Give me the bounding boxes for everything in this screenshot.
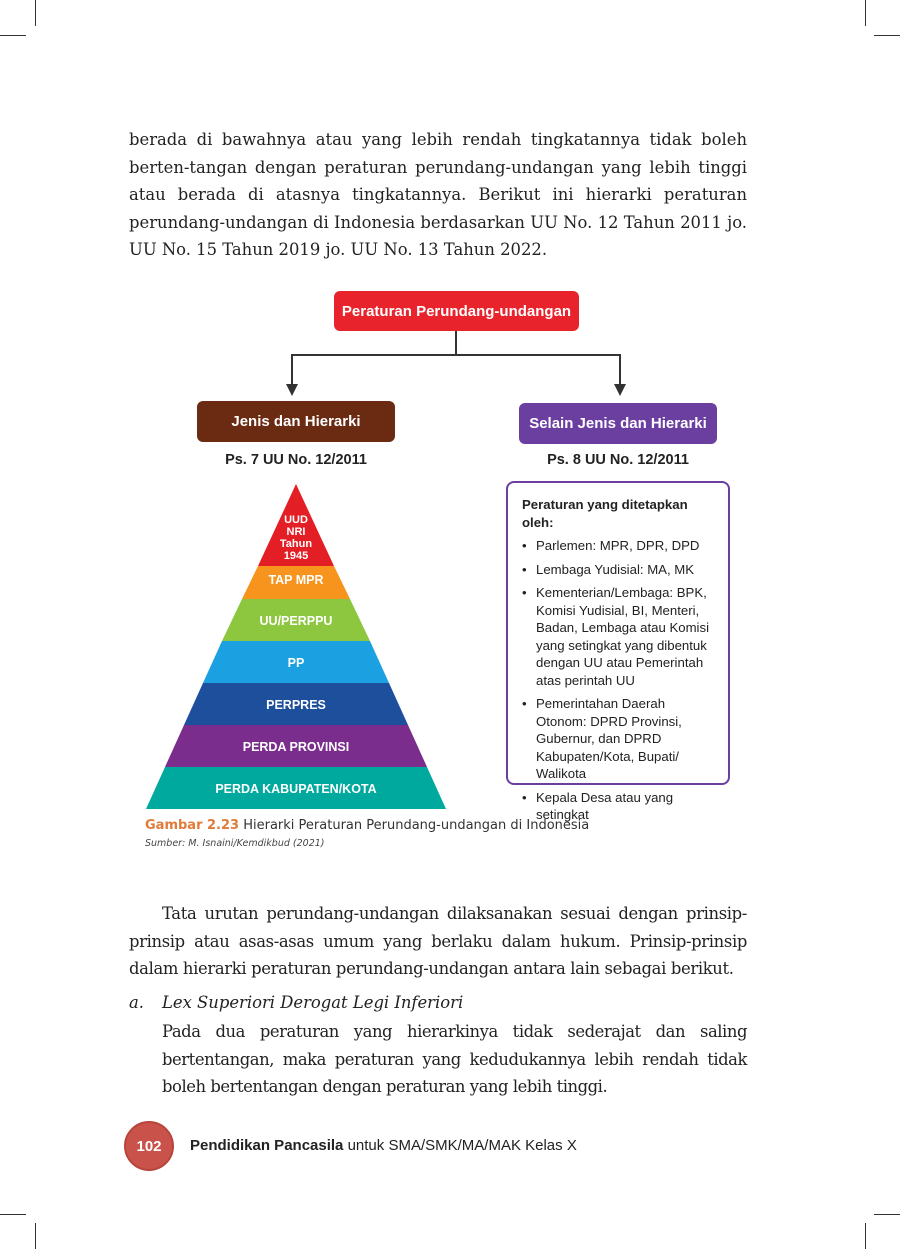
list-item: • Parlemen: MPR, DPR, DPD (522, 537, 718, 555)
pyramid-label-2: TAP MPR (268, 573, 324, 587)
crop-mark (865, 1223, 866, 1249)
crop-mark (0, 1214, 26, 1215)
pyramid-label-4: PP (287, 656, 305, 670)
info-box-title: Peraturan yang ditetapkan oleh: (522, 497, 688, 530)
body-paragraph: Tata urutan perundang-undangan dilaksanakan sesuai dengan prinsip-prinsip atau asas-asas umum yang berlaku dalam hukum. Prinsip-prinsip dalam hierarki peraturan perundang-undangan antara lain sebagai berikut. (129, 904, 747, 978)
list-marker: a. (129, 993, 144, 1012)
pyramid-label-6: PERDA PROVINSI (242, 740, 350, 754)
list-item: • Pemerintahan Daerah Otonom: DPRD Provinsi, Gubernur, dan DPRD Kabupaten/Kota, Bupati/ Walikota (522, 695, 718, 783)
root-box: Peraturan Perundang-undangan (334, 291, 579, 331)
list-item: • Kementerian/Lembaga: BPK, Komisi Yudisial, BI, Menteri, Badan, Lembaga atau Komisi yang setingkat yang dibentuk dengan UU atau Pemerintah atas perintah UU (522, 584, 718, 689)
body-paragraph: berada di bawahnya atau yang lebih rendah tingkatannya tidak boleh berten-tangan dengan peraturan perundang-undangan yang lebih tinggi atau berada di atasnya tingkatannya. Berikut ini hierarki peraturan perundang-undangan di Indonesia berdasarkan UU No. 12 Tahun 2011 jo. UU No. 15 Tahun 2019 jo. UU No. 13 Tahun 2022. (129, 130, 747, 259)
crop-mark (874, 1214, 900, 1215)
left-category-box: Jenis dan Hierarki (197, 401, 395, 442)
institutions-info-box (506, 481, 730, 822)
institution-list (522, 537, 718, 824)
pyramid-label-1: UUD NRI Tahun 1945 (279, 514, 313, 562)
book-subtitle: untuk SMA/SMK/MA/MAK Kelas X (347, 1137, 577, 1154)
book-title: Pendidikan Pancasila (190, 1137, 344, 1154)
figure-caption (145, 818, 589, 833)
caption-label: Gambar 2.23 (145, 818, 240, 833)
list-item-body: Pada dua peraturan yang hierarkinya tidak sederajat dan saling bertentangan, maka peraturan yang kedudukannya lebih rendah tidak boleh bertentangan dengan peraturan yang lebih tinggi. (162, 1022, 747, 1096)
pyramid-label-7: PERDA KABUPATEN/KOTA (215, 782, 377, 796)
right-category-box: Selain Jenis dan Hierarki (519, 403, 717, 444)
list-item-title: Lex Superiori Derogat Legi Inferiori (162, 993, 464, 1012)
pyramid-label-3: UU/PERPPU (259, 614, 333, 628)
running-footer (190, 1137, 577, 1154)
right-reference: Ps. 8 UU No. 12/2011 (547, 452, 689, 468)
caption-text: Hierarki Peraturan Perundang-undangan di Indonesia (243, 818, 590, 833)
left-reference: Ps. 7 UU No. 12/2011 (225, 452, 367, 468)
list-item: • Kepala Desa atau yang setingkat (522, 789, 718, 824)
pyramid-label-5: PERPRES (266, 698, 326, 712)
list-item: • Lembaga Yudisial: MA, MK (522, 561, 718, 579)
crop-mark (35, 1223, 36, 1249)
figure-source: Sumber: M. Isnaini/Kemdikbud (2021) (145, 838, 325, 849)
page-number: 102 (124, 1121, 174, 1171)
